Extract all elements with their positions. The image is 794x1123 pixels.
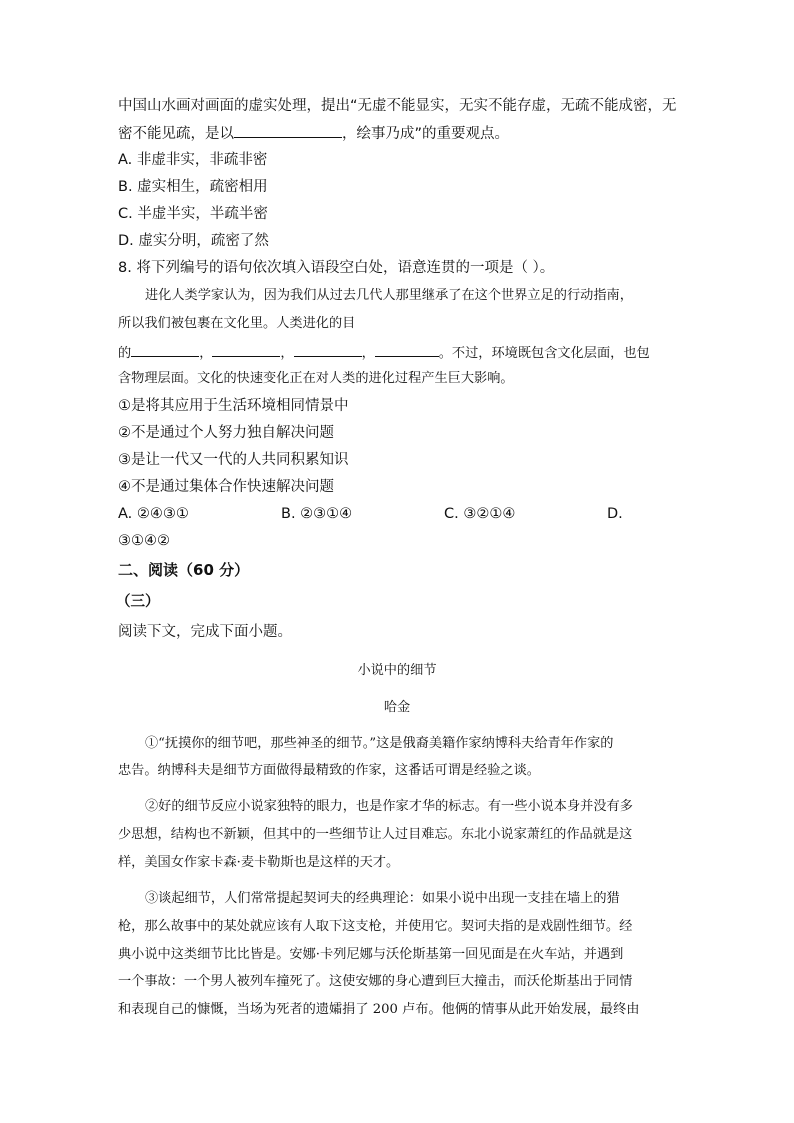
article-paragraph-2-line: 少思想，结构也不新颖，但其中的一些细节让人过目难忘。东北小说家萧红的作品就是这	[118, 827, 633, 842]
section-heading: 二、阅读（60 分）	[118, 561, 250, 579]
q8-item-4: ④不是通过集体合作快速解决问题	[118, 479, 334, 495]
article-title: 小说中的细节	[357, 663, 437, 678]
article-paragraph-3-line: 和表现自己的慷慨，当场为死者的遗孀捐了 200 卢布。他俩的情事从此开始发展，最终由	[118, 1002, 640, 1017]
answer-blank	[131, 342, 199, 357]
q7-stem-line2-start: 密不能见疏，是以	[118, 126, 234, 142]
q8-choice-c: C. ③②①④	[444, 506, 516, 522]
article-paragraph-3-line: 一个事故：一个男人被列车撞死了。这使安娜的身心遭到巨大撞击，而沃伦斯基出于同情	[118, 974, 633, 989]
section-subheading: （三）	[116, 594, 160, 610]
answer-blank	[375, 342, 439, 357]
q8-passage-line3-start: 的	[118, 346, 132, 361]
q8-item-1: ①是将其应用于生活环境相同情景中	[118, 398, 349, 414]
q7-option-b: B. 虚实相生，疏密相用	[118, 179, 268, 195]
passage-separator: ，	[199, 346, 213, 361]
passage-separator: ，	[280, 346, 294, 361]
answer-blank	[234, 123, 342, 138]
article-paragraph-2-line: ②好的细节反应小说家独特的眼力，也是作家才华的标志。有一些小说本身并没有多	[145, 799, 633, 814]
article-paragraph-3-line: ③谈起细节，人们常常提起契诃夫的经典理论：如果小说中出现一支挂在墙上的猎	[145, 891, 620, 906]
q8-passage-line1: 进化人类学家认为，因为我们从过去几代人那里继承了在这个世界立足的行动指南，	[145, 288, 633, 303]
q8-choice-b: B. ②③①④	[281, 506, 353, 522]
q7-stem-line2	[118, 123, 509, 144]
article-paragraph-2-line: 样，美国女作家卡森·麦卡勒斯也是这样的天才。	[118, 855, 400, 870]
q8-choice-a: A. ②④③①	[118, 506, 189, 522]
passage-separator: ，	[361, 346, 375, 361]
q8-stem: 8. 将下列编号的语句依次填入语段空白处，语意连贯的一项是（ ）。	[118, 260, 555, 276]
article-paragraph-3-line: 枪，那么故事中的某处就应该有人取下这支枪，并使用它。契诃夫指的是戏剧性细节。经	[118, 919, 633, 934]
q7-option-d: D. 虚实分明，疏密了然	[118, 233, 269, 249]
q8-passage-line2: 所以我们被包裹在文化里。人类进化的目	[118, 316, 356, 331]
q8-passage-line4: 含物理层面。文化的快速变化正在对人类的进化过程产生巨大影响。	[118, 371, 514, 386]
q7-stem-line2-end: ，绘事乃成”的重要观点。	[342, 126, 510, 142]
q8-passage-line3	[118, 342, 650, 364]
q8-item-3: ③是让一代又一代的人共同积累知识	[118, 452, 349, 468]
answer-blank	[212, 342, 280, 357]
q8-passage-line3-end: 。不过，环境既包含文化层面，也包	[438, 346, 650, 361]
q8-choice-d: D.	[607, 506, 623, 522]
answer-blank	[294, 342, 362, 357]
reading-instruction: 阅读下文，完成下面小题。	[118, 624, 292, 640]
article-paragraph-3-line: 典小说中这类细节比比皆是。安娜·卡列尼娜与沃伦斯基第一回见面是在火车站，并遇到	[118, 947, 624, 962]
q7-option-a: A. 非虚非实，非疏非密	[118, 152, 268, 168]
q8-choice-d-value: ③①④②	[118, 533, 170, 549]
article-paragraph-1-line: 忠告。纳博科夫是细节方面做得最精致的作家，这番话可谓是经验之谈。	[118, 763, 540, 778]
q7-stem-line1: 中国山水画对画面的虚实处理，提出“无虚不能显实，无实不能存虚，无疏不能成密，无	[118, 98, 677, 114]
article-paragraph-1-line: ①“抚摸你的细节吧，那些神圣的细节。”这是俄裔美籍作家纳博科夫给青年作家的	[145, 736, 614, 751]
q7-option-c: C. 半虚半实，半疏半密	[118, 206, 268, 222]
article-author: 哈金	[383, 700, 411, 715]
q8-item-2: ②不是通过个人努力独自解决问题	[118, 425, 334, 441]
